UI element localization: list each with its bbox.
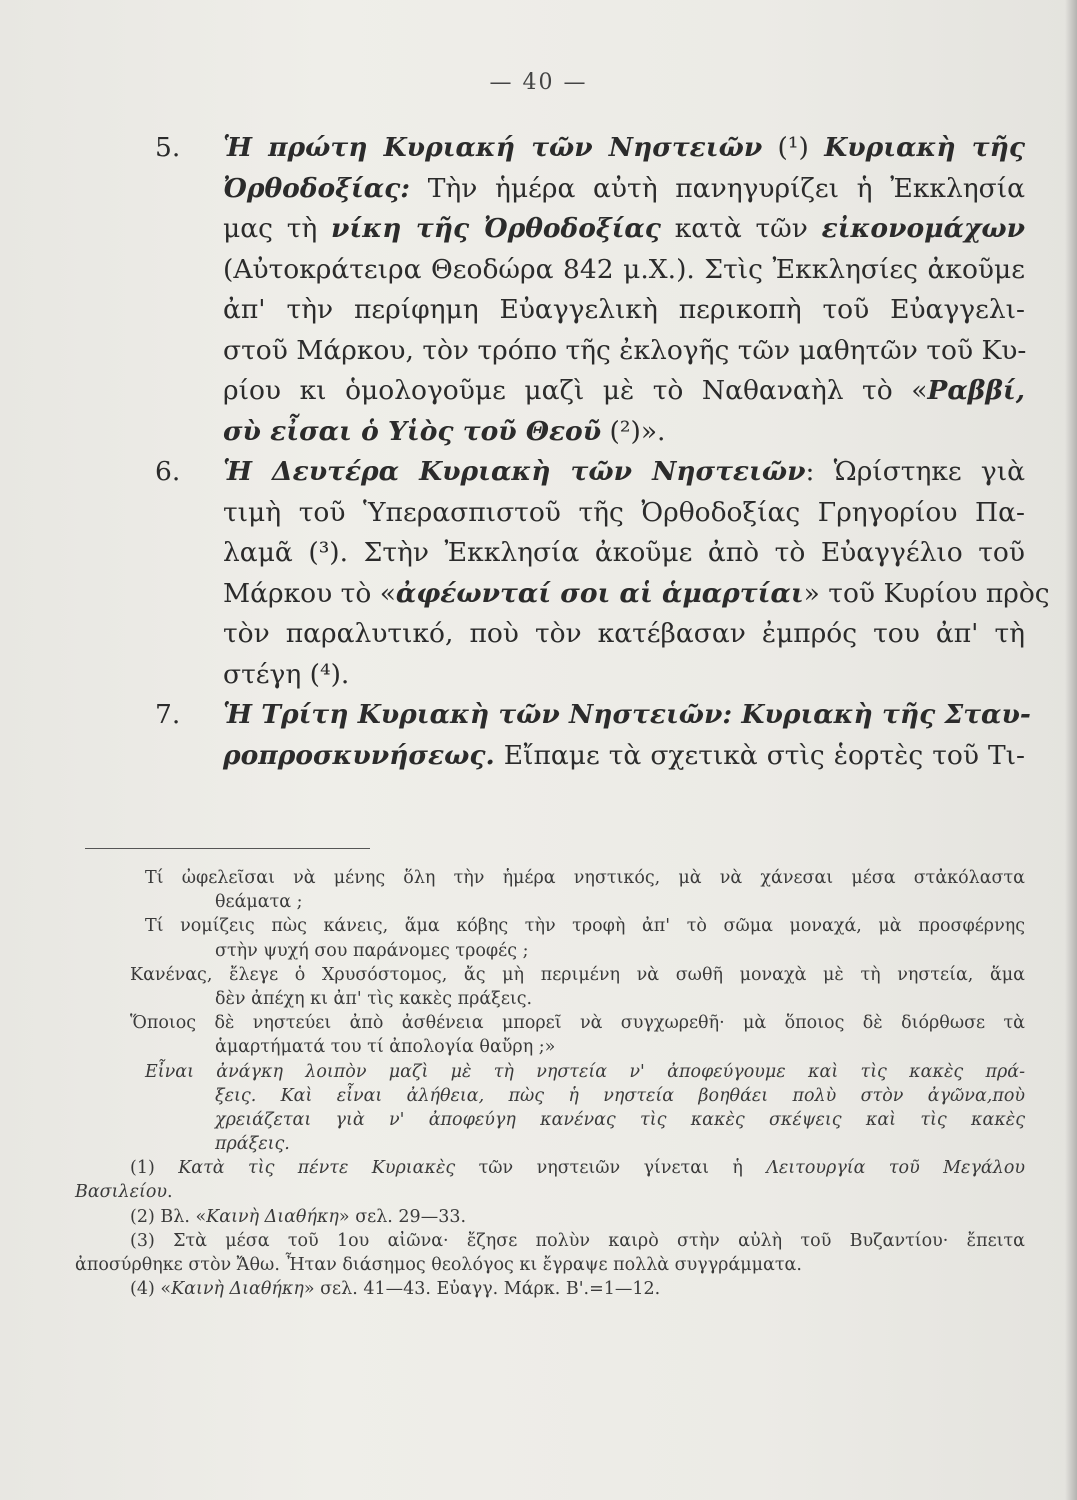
text-line: (Αὐτοκράτειρα Θεοδώρα 842 μ.Χ.). Στὶς Ἐκκλησίες ἀκοῦμε: [223, 253, 1025, 285]
text-line: 5.Ἡ πρώτη Κυριακή τῶν Νηστειῶν (¹) Κυριακὴ τῆς: [155, 132, 1025, 163]
text-line: ἀπ' τὴν περίφημη Εὐαγγελικὴ περικοπὴ τοῦ Εὐαγγελι-: [223, 294, 1025, 325]
text-line: λαμᾶ (³). Στὴν Ἐκκλησία ἀκοῦμε ἀπὸ τὸ Εὐαγγέλιο τοῦ: [223, 537, 1025, 568]
footnote-3-cont: ἀποσύρθηκε στὸν Ἄθω. Ἦταν διάσημος θεολόγος κι ἔγραψε πολλὰ συγγράμματα.: [75, 1255, 802, 1275]
quote-line: θεάματα ;: [215, 892, 303, 913]
quote-line: ἁμαρτήματά του τί ἀπολογία θαὔρη ;»: [215, 1037, 556, 1058]
footnote-1: (1) Κατὰ τὶς πέντε Κυριακὲς τῶν νηστειῶν γίνεται ἡ Λειτουργία τοῦ Μεγάλου: [130, 1158, 1025, 1179]
footnotes-area: [75, 866, 1025, 1301]
text-line: Μάρκου τὸ «ἀφέωνταί σοι αἱ ἁμαρτίαι» τοῦ Κυρίου πρὸς: [223, 577, 1050, 609]
text-line: Ὀρθοδοξίας: Τὴν ἡμέρα αὐτὴ πανηγυρίζει ἡ Ἐκκλησία: [223, 172, 1025, 204]
quote-line: Τί ὠφελεῖσαι νὰ μένης ὅλη τὴν ἡμέρα νηστικός, μὰ νὰ χάνεσαι μέσα στἀκόλαστα: [145, 868, 1025, 888]
quote-line: δὲν ἀπέχη κι ἀπ' τὶς κακὲς πράξεις.: [215, 988, 533, 1009]
quote-line: στὴν ψυχή σου παράνομες τροφές ;: [215, 940, 529, 961]
commentary-line: χρειάζεται γιὰ ν' ἀποφεύγη κανένας τὶς κακὲς σκέψεις καὶ τὶς κακὲς: [215, 1109, 1025, 1130]
footnote-3: (3) Στὰ μέσα τοῦ 1ου αἰῶνα· ἔζησε πολὺν καιρὸ στὴν αὐλὴ τοῦ Βυζαντίου· ἔπειτα: [130, 1230, 1025, 1251]
main-text: [155, 128, 1050, 776]
text-line: σὺ εἶσαι ὁ Υἱὸς τοῦ Θεοῦ (²)».: [223, 415, 666, 447]
text-line: ρίου κι ὁμολογοῦμε μαζὶ μὲ τὸ Ναθαναὴλ τὸ «Ραββί,: [223, 375, 1025, 406]
text-line: τὸν παραλυτικό, ποὺ τὸν κατέβασαν ἐμπρός του ἀπ' τὴ: [223, 618, 1025, 649]
text-line: ροπροσκυνήσεως. Εἴπαμε τὰ σχετικὰ στὶς ἑορτὲς τοῦ Τι-: [223, 739, 1025, 771]
quote-line: Κανένας, ἔλεγε ὁ Χρυσόστομος, ἄς μὴ περιμένη νὰ σωθῆ μοναχὰ μὲ τὴ νηστεία, ἅμα: [130, 964, 1025, 985]
text-line: μας τὴ νίκη τῆς Ὀρθοδοξίας κατὰ τῶν εἰκονομάχων: [223, 213, 1025, 244]
quote-line: Τί νομίζεις πὼς κάνεις, ἅμα κόβης τὴν τροφὴ ἀπ' τὸ σῶμα μοναχά, μὰ προσφέρνης: [145, 916, 1025, 937]
text-line: στοῦ Μάρκου, τὸν τρόπο τῆς ἐκλογῆς τῶν μαθητῶν τοῦ Κυ-: [223, 334, 1027, 366]
text-line: στέγη (⁴).: [223, 658, 350, 690]
quote-line: Ὅποιος δὲ νηστεύει ἀπὸ ἀσθένεια μπορεῖ νὰ συγχωρεθῆ· μὰ ὅποιος δὲ διόρθωσε τὰ: [130, 1013, 1025, 1034]
text-line: τιμὴ τοῦ Ὑπερασπιστοῦ τῆς Ὀρθοδοξίας Γρηγορίου Πα-: [223, 496, 1025, 528]
page-edge-shadow: [1065, 0, 1077, 1500]
commentary-line: πράξεις.: [215, 1134, 290, 1155]
footnote-1-cont: Βασιλείου.: [75, 1182, 173, 1203]
footnote-separator: [85, 848, 370, 849]
footnote-2: (2) Βλ. «Καινὴ Διαθήκη» σελ. 29—33.: [130, 1206, 467, 1227]
text-line: 6.Ἡ Δευτέρα Κυριακὴ τῶν Νηστειῶν: Ὡρίστηκε γιὰ: [155, 456, 1025, 487]
text-line: 7.Ἡ Τρίτη Κυριακὴ τῶν Νηστειῶν: Κυριακὴ τῆς Σταυ-: [155, 699, 1031, 730]
page-number: — 40 —: [489, 70, 588, 95]
commentary-line: Εἶναι ἀνάγκη λοιπὸν μαζὶ μὲ τὴ νηστεία ν' ἀποφεύγουμε καὶ τὶς κακὲς πρά-: [145, 1061, 1025, 1082]
commentary-line: ξεις. Καὶ εἶναι ἀλήθεια, πὼς ἡ νηστεία βοηθάει πολὺ στὸν ἀγῶνα,ποὺ: [215, 1085, 1025, 1106]
footnote-4: (4) «Καινὴ Διαθήκη» σελ. 41—43. Εὐαγγ. Μάρκ. Β'.=1—12.: [130, 1279, 661, 1300]
